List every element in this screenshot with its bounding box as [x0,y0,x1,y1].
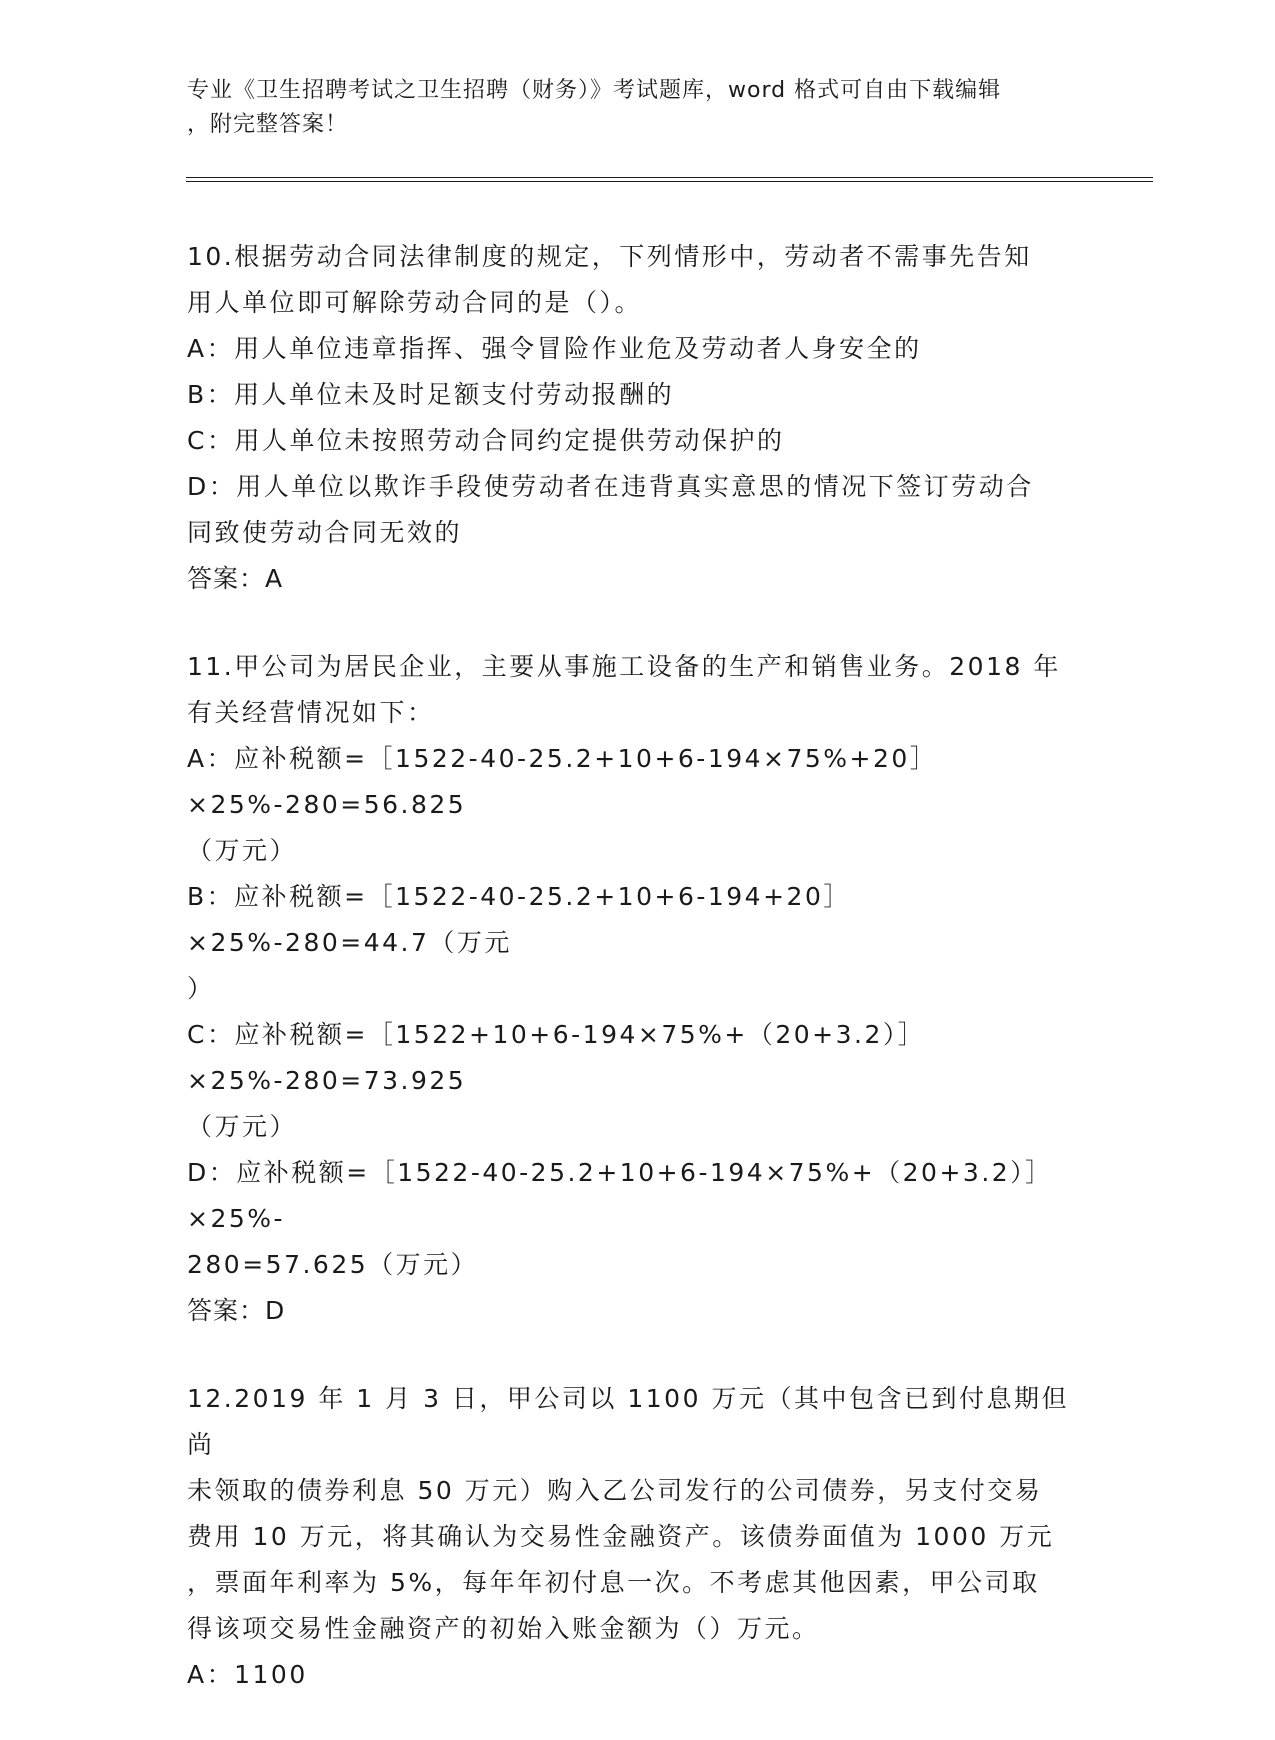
option-c: C：应补税额=［1522+10+6-194×75%+（20+3.2）］×25%-280=73.925 [187,1020,926,1095]
question-stem: 得该项交易性金融资产的初始入账金额为（）万元。 [187,1614,820,1643]
document-header [187,74,1067,142]
question-stem: 未领取的债券利息 50 万元）购入乙公司发行的公司债券，另支付交易 [187,1476,1043,1505]
option-d-continued: 280=57.625（万元） [187,1250,479,1279]
header-divider-bottom [186,181,1153,182]
option-d: D：应补税额=［1522-40-25.2+10+6-194×75%+（20+3.2）］×25%- [187,1158,1053,1233]
option-a: A：1100 [187,1660,308,1689]
question-stem: 12.2019 年 1 月 3 日，甲公司以 1100 万元（其中包含已到付息期但尚 [187,1384,1069,1459]
option-a: A：应补税额=［1522-40-25.2+10+6-194×75%+20］×25%-280=56.825 [187,744,938,819]
option-b: B：用人单位未及时足额支付劳动报酬的 [187,380,675,409]
option-c-continued: （万元） [187,1112,298,1141]
answer: 答案：D [187,1296,286,1325]
question-stem: 费用 10 万元，将其确认为交易性金融资产。该债券面值为 1000 万元 [187,1522,1055,1551]
answer: 答案：A [187,564,284,593]
option-d-continued: 同致使劳动合同无效的 [187,518,463,547]
option-a: A：用人单位违章指挥、强令冒险作业危及劳动者人身安全的 [187,334,922,363]
header-divider-top [186,177,1153,178]
question-stem: ，票面年利率为 5%，每年年初付息一次。不考虑其他因素，甲公司取 [187,1568,1040,1597]
option-c: C：用人单位未按照劳动合同约定提供劳动保护的 [187,426,785,455]
option-b: B：应补税额=［1522-40-25.2+10+6-194+20］×25%-280=44.7（万元 [187,882,851,957]
option-a-continued: （万元） [187,836,298,865]
option-d: D：用人单位以欺诈手段使劳动者在违背真实意思的情况下签订劳动合 [187,472,1034,501]
question-10 [187,234,1087,602]
question-stem: 有关经营情况如下： [187,698,435,727]
header-line-1: 专业《卫生招聘考试之卫生招聘（财务）》考试题库，word 格式可自由下载编辑 [187,78,1002,103]
option-b-continued: ） [187,974,215,1003]
question-stem: 11.甲公司为居民企业，主要从事施工设备的生产和销售业务。2018 年 [187,652,1061,681]
question-list [187,234,1087,1740]
header-line-2: ，附完整答案！ [187,112,349,137]
question-stem: 用人单位即可解除劳动合同的是（）。 [187,288,643,317]
question-11 [187,644,1087,1334]
question-stem: 10.根据劳动合同法律制度的规定，下列情形中，劳动者不需事先告知 [187,242,1032,271]
